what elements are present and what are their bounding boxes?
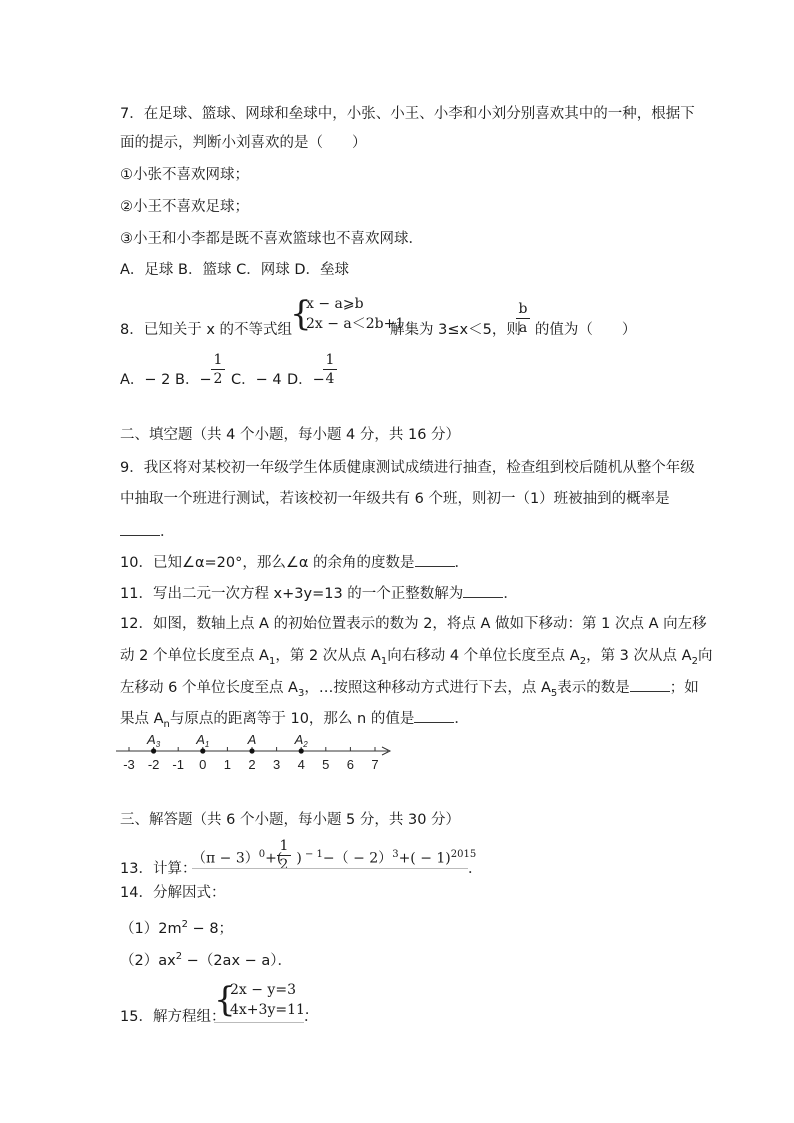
q15-brace: { — [214, 980, 236, 1020]
number-line-tick-label: -2 — [147, 757, 160, 772]
point-label-a: A — [247, 732, 257, 747]
q13-part: ) — [296, 850, 302, 867]
q12-answer-blank-1[interactable] — [630, 677, 670, 692]
q8-suffix: 的值为（ ） — [534, 322, 637, 338]
q10-line — [120, 552, 469, 573]
q12-l3d: ；如 — [669, 680, 699, 696]
q13-half-den: 2 — [279, 857, 289, 873]
q12-l2c: 向右移动 4 个单位长度至点 A — [387, 648, 580, 664]
q14-part1 — [120, 915, 233, 939]
number-line-tick-label: 6 — [346, 757, 355, 772]
q15-sys1: 2x − y=3 — [230, 982, 296, 998]
q13-exp: − 1 — [301, 849, 323, 860]
q12-l3a: 左移动 6 个单位长度至点 A — [120, 680, 298, 696]
number-line-tick-label: 5 — [322, 757, 330, 772]
section3-heading: 三、解答题（共 6 个小题，每小题 5 分，共 30 分） — [120, 812, 461, 828]
q11-answer-blank[interactable] — [463, 583, 503, 598]
q14-title: 14．分解因式： — [120, 885, 226, 901]
point-a1 — [200, 748, 205, 753]
q12-l3c: 表示的数是 — [557, 680, 630, 696]
number-line-tick-label: 2 — [248, 757, 256, 772]
number-line-figure — [112, 730, 402, 774]
q14-p1b: − 8； — [187, 920, 234, 937]
q13-part: （π − 3） — [192, 850, 259, 867]
q13-part: +( — [265, 850, 283, 867]
q14-part2 — [120, 947, 292, 971]
q12-answer-blank-2[interactable] — [414, 708, 454, 723]
q13-expression — [192, 845, 476, 869]
q15-underline — [214, 1022, 304, 1023]
q8-opt-d-num: 1 — [325, 352, 335, 368]
q15-sys2: 4x+3y=11. — [230, 1002, 310, 1018]
number-line-tick-label: 3 — [272, 757, 281, 772]
q8-opt-d-frac — [323, 352, 337, 387]
q8-opt-b-num: 1 — [213, 352, 223, 368]
q7-hint1: ①小张不喜欢网球； — [120, 167, 249, 183]
q13-exp: 2015 — [450, 849, 477, 860]
q8-opt-b: B．− — [175, 372, 212, 388]
q14-p2b: −（2ax − a）． — [182, 952, 293, 969]
q9-answer-blank[interactable] — [120, 521, 160, 536]
section2-heading: 二、填空题（共 4 个小题，每小题 4 分，共 16 分） — [120, 427, 461, 443]
q12-sub: 2 — [579, 655, 587, 667]
q7-line1: 7．在足球、篮球、网球和垒球中，小张、小王、小李和小刘分别喜欢其中的一种，根据下 — [120, 106, 695, 122]
q7-hint2: ②小王不喜欢足球； — [120, 199, 249, 215]
q12-l2e: 向 — [697, 648, 713, 664]
q8-opt-a: A．− 2 — [120, 372, 171, 388]
q14-p2a: （2）ax — [120, 952, 176, 969]
point-a2 — [299, 748, 304, 753]
q13-end: ． — [468, 861, 483, 877]
q8-prefix-a: 8．已知关于 x 的不等式组 — [120, 322, 293, 338]
q10-end: ． — [454, 555, 470, 571]
q14-p1a: （1）2m — [120, 920, 182, 937]
q12-sub: 5 — [550, 687, 558, 699]
q13-underline — [192, 868, 468, 869]
q11-text: 11．写出二元一次方程 x+3y=13 的一个正整数解为 — [120, 586, 464, 602]
q12-l4c: ． — [454, 711, 469, 727]
number-line-tick-label: 7 — [371, 757, 379, 772]
q12-l4a: 果点 A — [120, 711, 164, 727]
q12-l2b: ，第 2 次从点 A — [275, 648, 381, 664]
number-line-tick-label: 1 — [223, 757, 232, 772]
q7-line2: 面的提示，判断小刘喜欢的是（ ） — [120, 135, 367, 151]
q12-l2a: 动 2 个单位长度至点 A — [120, 648, 269, 664]
q12-sub: 3 — [297, 687, 305, 699]
q7-options: A．足球 B．篮球 C．网球 D．垒球 — [120, 262, 349, 278]
q13-half-num: 1 — [279, 838, 289, 854]
q8-opt-b-den: 2 — [213, 371, 223, 387]
q13-exp: 3 — [392, 849, 399, 860]
q8-sys1: x − a⩾b — [306, 296, 364, 312]
q8-sys2: 2x − a＜2b+1 — [306, 316, 405, 332]
point-a — [249, 748, 254, 753]
q12-l2d: ，第 3 次从点 A — [586, 648, 692, 664]
number-line-tick-label: -3 — [123, 757, 135, 772]
q12-l4b: 与原点的距离等于 10，那么 n 的值是 — [169, 711, 415, 727]
point-label-a3: $A_3$ — [147, 732, 161, 749]
q12-l3b: ，…按照这种移动方式进行下去，点 A — [304, 680, 551, 696]
q8-opt-d-den: 4 — [325, 371, 335, 387]
q7-hint3: ③小王和小李都是既不喜欢篮球也不喜欢网球． — [120, 231, 423, 247]
q15-end: ． — [304, 1009, 319, 1025]
q12-sub: 1 — [268, 655, 276, 667]
q9-line3 — [120, 521, 175, 542]
q8-opt-d: D．− — [287, 372, 325, 388]
q13-exp: 0 — [258, 849, 266, 860]
number-line-tick-label: 0 — [199, 757, 207, 772]
point-label-a1: $A_1$ — [196, 732, 210, 749]
q12-sub: 1 — [380, 655, 388, 667]
q8-frac-num: b — [518, 301, 528, 317]
q13-part: −（ − 2） — [322, 850, 393, 867]
q8-mid: 解集为 3≤x＜5，则 — [390, 322, 521, 338]
q11-line — [120, 583, 518, 604]
number-line-tick-label: -1 — [172, 757, 184, 772]
q8-fraction — [516, 301, 530, 336]
q10-text: 10．已知∠α=20°，那么∠α 的余角的度数是 — [120, 555, 415, 571]
q12-line2 — [120, 646, 712, 672]
q13-part: +( − 1) — [398, 850, 451, 867]
q8-opt-c: C．− 4 — [231, 372, 282, 388]
q11-end: ． — [503, 586, 518, 602]
q8-brace: { — [290, 294, 312, 334]
q8-opt-b-frac — [211, 352, 225, 387]
q12-sub: 2 — [691, 655, 698, 667]
q12-line3 — [120, 677, 699, 704]
q13-prefix: 13．计算： — [120, 861, 197, 877]
q9-line1: 9．我区将对某校初一年级学生体质健康测试成绩进行抽查，检查组到校后随机从整个年级 — [120, 460, 695, 476]
q15-prefix: 15．解方程组： — [120, 1009, 226, 1025]
q14-p1sup: 2 — [181, 919, 188, 930]
q10-answer-blank[interactable] — [415, 552, 455, 567]
q12-line1: 12．如图，数轴上点 A 的初始位置表示的数为 2，将点 A 做如下移动：第 1 次点 A 向左移 — [120, 616, 707, 632]
q9-end: ． — [160, 524, 175, 540]
q14-p2sup: 2 — [175, 951, 183, 962]
q9-line2: 中抽取一个班进行测试，若该校初一年级共有 6 个班，则初一（1）班被抽到的概率是 — [120, 491, 670, 507]
q12-sub: n — [163, 718, 170, 730]
point-label-a2: $A_2$ — [294, 732, 308, 749]
q8-frac-den: a — [518, 320, 528, 336]
number-line-tick-label: 4 — [297, 757, 305, 772]
point-a3 — [151, 748, 156, 753]
